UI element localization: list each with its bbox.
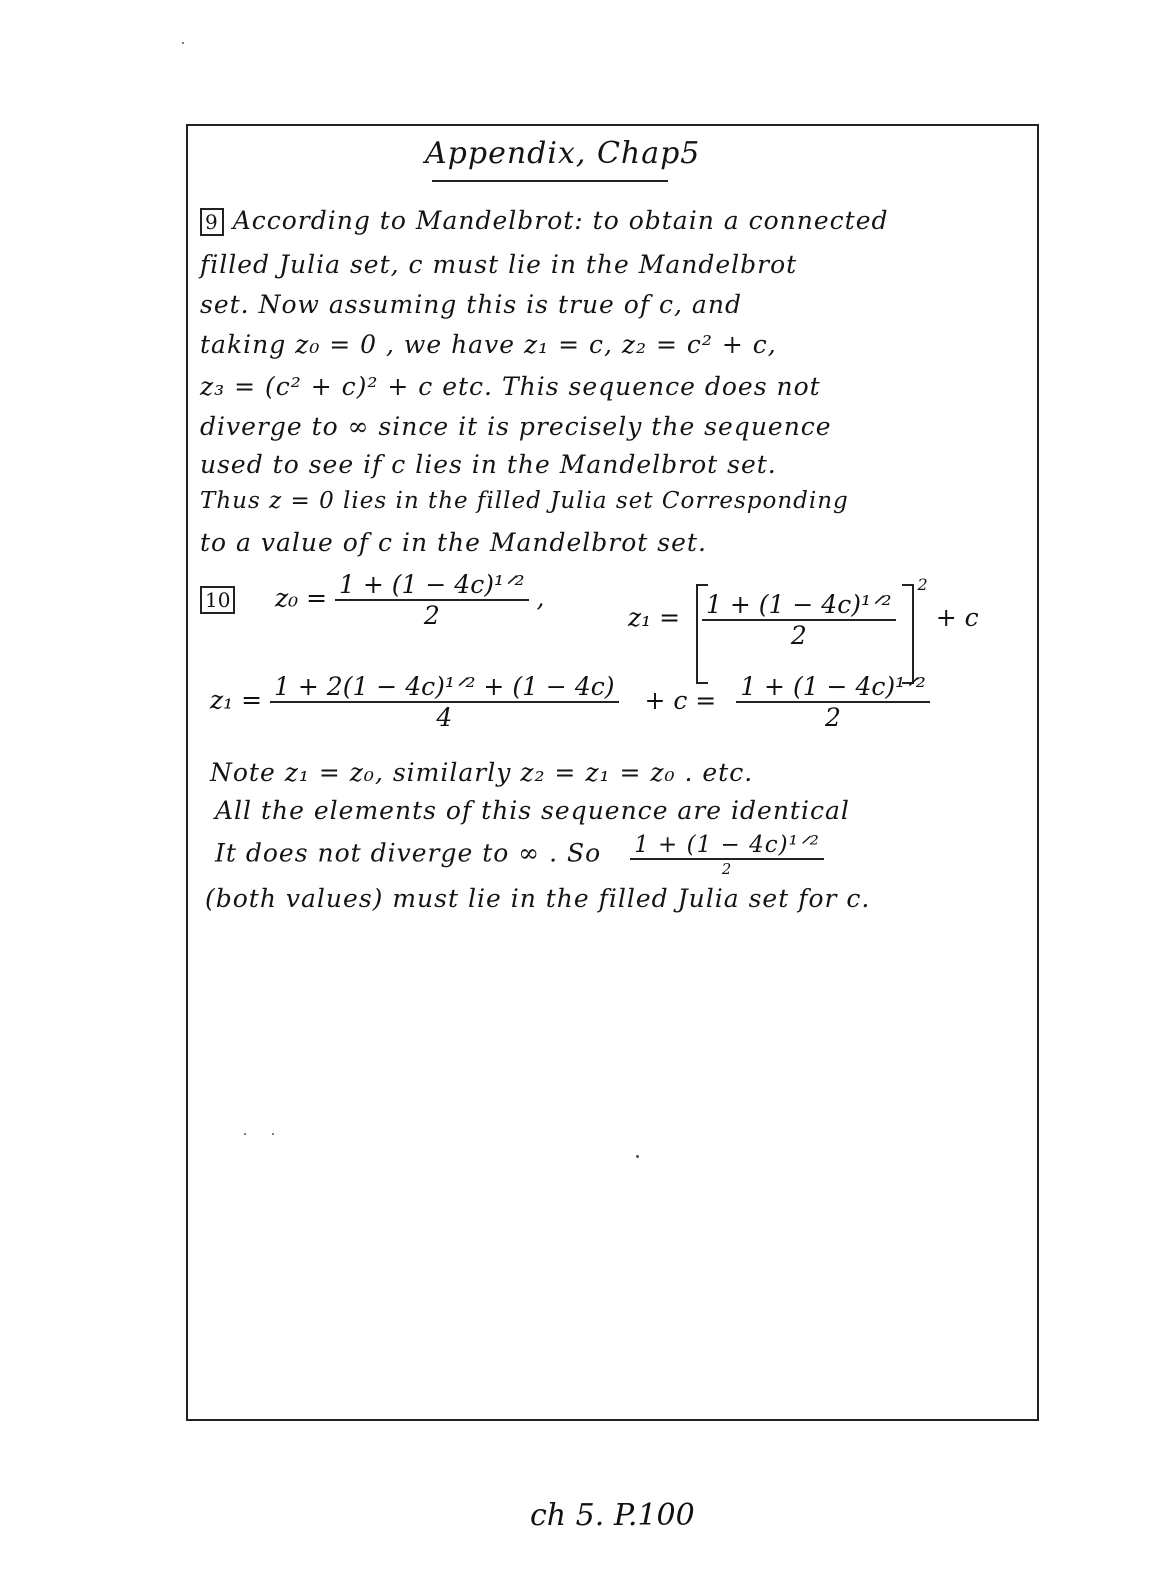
left-bracket xyxy=(696,584,708,684)
z1b-denominator: 4 xyxy=(436,703,453,732)
scan-speck xyxy=(182,42,184,44)
so-numerator: 1 + (1 − 4c)¹ᐟ² xyxy=(630,832,824,860)
z1-denominator: 2 xyxy=(790,620,807,650)
problem-9-line-7: used to see if c lies in the Mandelbrot set. xyxy=(200,450,777,479)
scan-speck xyxy=(244,1133,246,1135)
z1-fraction xyxy=(702,590,896,650)
problem-9-number: 9 xyxy=(200,208,224,236)
z1b-mid: + c = xyxy=(644,685,717,715)
problem-10-number-wrap xyxy=(200,584,235,613)
z1-numerator: 1 + (1 − 4c)¹ᐟ² xyxy=(702,590,896,621)
z0-label: z₀ = xyxy=(275,583,328,613)
problem-9-line-6: diverge to ∞ since it is precisely the sequence xyxy=(200,412,832,441)
problem-10-line-1: Note z₁ = z₀, similarly z₂ = z₁ = z₀ . etc. xyxy=(210,758,754,787)
problem-9-line-5: z₃ = (c² + c)² + c etc. This sequence does not xyxy=(200,372,821,401)
z1-exponent: 2 xyxy=(917,575,928,594)
z1b-result-numerator: 1 + (1 − 4c)¹ᐟ² xyxy=(736,672,930,703)
scan-speck xyxy=(636,1155,639,1158)
problem-10-number: 10 xyxy=(200,586,235,614)
problem-9-line-4: taking z₀ = 0 , we have z₁ = c, z₂ = c² + c, xyxy=(200,330,777,359)
z0-denominator: 2 xyxy=(423,601,440,630)
problem-9-line-1 xyxy=(200,206,889,235)
page-footer: ch 5. P.100 xyxy=(530,1498,695,1533)
problem-10-line-2: All the elements of this sequence are identical xyxy=(215,796,850,825)
z1-tail: + c xyxy=(935,603,979,632)
problem-9-line-3: set. Now assuming this is true of c, and xyxy=(200,290,742,319)
z0-numerator: 1 + (1 − 4c)¹ᐟ² xyxy=(335,570,529,601)
z1-equation xyxy=(628,575,979,650)
problem-9-line-9: to a value of c in the Mandelbrot set. xyxy=(200,528,707,557)
z1-label: z₁ = xyxy=(628,603,681,632)
title-underline xyxy=(432,180,668,182)
z0-fraction xyxy=(335,570,529,630)
right-bracket xyxy=(902,584,914,684)
z1b-result-denominator: 2 xyxy=(825,703,841,732)
problem-10-line-3-wrap xyxy=(215,832,824,878)
page-title: Appendix, Chap5 xyxy=(425,136,701,171)
z1b-label: z₁ = xyxy=(210,685,263,715)
so-fraction xyxy=(630,832,824,878)
scan-speck xyxy=(272,1133,274,1135)
z1-expanded-equation xyxy=(210,672,930,732)
problem-10-last-line: (both values) must lie in the filled Julia set for c. xyxy=(205,884,871,913)
problem-10-line-3: It does not diverge to ∞ . So xyxy=(215,838,602,868)
problem-9-line-2: filled Julia set, c must lie in the Mandelbrot xyxy=(200,250,798,279)
problem-9-text-1: According to Mandelbrot: to obtain a connected xyxy=(232,206,889,235)
problem-9-line-8: Thus z = 0 lies in the filled Julia set Corresponding xyxy=(200,488,849,514)
z1b-fraction xyxy=(270,672,618,732)
z1b-numerator: 1 + 2(1 − 4c)¹ᐟ² + (1 − 4c) xyxy=(270,672,618,703)
so-denominator: 2 xyxy=(721,860,733,878)
z1b-result-fraction xyxy=(736,672,930,732)
z0-equation: z₀ = $\frac{\text{1 + (1 − 4c)¹ᐟ²}}{2}$ , xyxy=(275,570,545,630)
